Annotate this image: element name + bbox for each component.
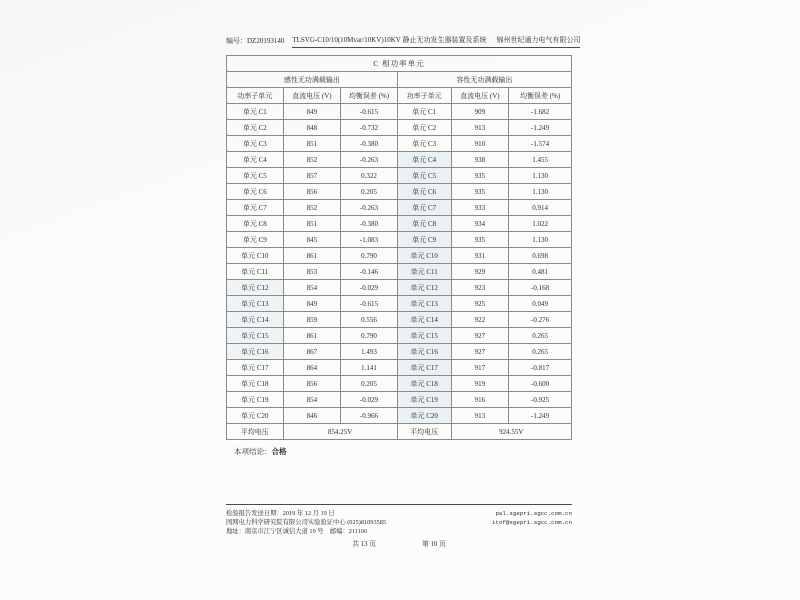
table-row bbox=[227, 408, 572, 424]
error-cell: 0.914 bbox=[509, 200, 572, 216]
unit-name-cell: 单元 C7 bbox=[227, 200, 284, 216]
dc-voltage-cell: 935 bbox=[451, 184, 509, 200]
document-header bbox=[226, 36, 581, 48]
error-cell: 0.205 bbox=[341, 376, 398, 392]
error-cell: 0.790 bbox=[341, 248, 398, 264]
unit-name-cell: 单元 C5 bbox=[227, 168, 284, 184]
unit-name-cell: 单元 C5 bbox=[397, 168, 451, 184]
dc-voltage-cell: 927 bbox=[451, 328, 509, 344]
dc-voltage-cell: 849 bbox=[283, 104, 341, 120]
email-address: itof@sgepri.sgcc.com.cn bbox=[491, 519, 572, 526]
dc-voltage-cell: 852 bbox=[283, 200, 341, 216]
error-cell: -1.083 bbox=[341, 232, 398, 248]
dc-voltage-cell: 848 bbox=[283, 120, 341, 136]
table-row bbox=[227, 216, 572, 232]
dc-voltage-cell: 849 bbox=[283, 296, 341, 312]
error-cell: -0.732 bbox=[341, 120, 398, 136]
unit-name-cell: 单元 C6 bbox=[227, 184, 284, 200]
error-cell: -0.380 bbox=[341, 216, 398, 232]
table-data-rows bbox=[227, 104, 572, 424]
unit-name-cell: 单元 C18 bbox=[227, 376, 284, 392]
dc-voltage-cell: 909 bbox=[451, 104, 509, 120]
dc-voltage-cell: 922 bbox=[451, 312, 509, 328]
error-cell: -0.168 bbox=[509, 280, 572, 296]
unit-name-cell: 单元 C4 bbox=[227, 152, 284, 168]
dc-voltage-cell: 923 bbox=[451, 280, 509, 296]
table-row bbox=[227, 328, 572, 344]
unit-name-cell: 单元 C14 bbox=[397, 312, 451, 328]
table-row bbox=[227, 120, 572, 136]
conclusion-label: 本项结论： bbox=[234, 447, 272, 456]
error-cell: -0.600 bbox=[509, 376, 572, 392]
error-cell: 0.265 bbox=[509, 344, 572, 360]
table-column-header-row bbox=[227, 88, 572, 104]
error-cell: -0.146 bbox=[341, 264, 398, 280]
header-title-block bbox=[292, 36, 580, 48]
error-cell: -0.276 bbox=[509, 312, 572, 328]
error-cell: 0.205 bbox=[341, 184, 398, 200]
error-cell: 0.481 bbox=[509, 264, 572, 280]
footer-right-block bbox=[492, 509, 572, 536]
table-row bbox=[227, 232, 572, 248]
dc-voltage-cell: 929 bbox=[451, 264, 509, 280]
unit-name-cell: 单元 C17 bbox=[227, 360, 284, 376]
right-section-header: 容性无功满载输出 bbox=[397, 72, 571, 88]
avg-label-right: 平均电压 bbox=[397, 424, 451, 440]
error-cell: 1.130 bbox=[509, 184, 572, 200]
document-footer bbox=[226, 504, 572, 549]
table-row bbox=[227, 312, 572, 328]
table-head-rows bbox=[227, 56, 572, 104]
unit-name-cell: 单元 C8 bbox=[397, 216, 451, 232]
dc-voltage-cell: 913 bbox=[451, 120, 509, 136]
col-header-unit: 功率子单元 bbox=[397, 88, 451, 104]
dc-voltage-cell: 938 bbox=[451, 152, 509, 168]
dc-voltage-cell: 867 bbox=[283, 344, 341, 360]
power-unit-table bbox=[226, 55, 572, 440]
unit-name-cell: 单元 C9 bbox=[227, 232, 284, 248]
unit-name-cell: 单元 C6 bbox=[397, 184, 451, 200]
error-cell: -1.574 bbox=[509, 136, 572, 152]
dc-voltage-cell: 933 bbox=[451, 200, 509, 216]
average-row bbox=[227, 424, 572, 440]
error-cell: -0.925 bbox=[509, 392, 572, 408]
col-header-error: 均衡误差 (%) bbox=[509, 88, 572, 104]
table-row bbox=[227, 104, 572, 120]
dc-voltage-cell: 851 bbox=[283, 136, 341, 152]
conclusion-line bbox=[234, 446, 572, 457]
error-cell: -0.966 bbox=[341, 408, 398, 424]
unit-name-cell: 单元 C15 bbox=[397, 328, 451, 344]
unit-name-cell: 单元 C20 bbox=[227, 408, 284, 424]
document-body bbox=[226, 36, 581, 457]
dc-voltage-cell: 856 bbox=[283, 376, 341, 392]
dc-voltage-cell: 910 bbox=[451, 136, 509, 152]
error-cell: 0.265 bbox=[509, 328, 572, 344]
conclusion-value: 合格 bbox=[271, 447, 287, 456]
unit-name-cell: 单元 C4 bbox=[397, 152, 451, 168]
col-header-error: 均衡误差 (%) bbox=[341, 88, 398, 104]
unit-name-cell: 单元 C16 bbox=[227, 344, 284, 360]
unit-name-cell: 单元 C7 bbox=[397, 200, 451, 216]
dc-voltage-cell: 916 bbox=[451, 392, 509, 408]
dc-voltage-cell: 861 bbox=[283, 328, 341, 344]
dc-voltage-cell: 854 bbox=[283, 280, 341, 296]
unit-name-cell: 单元 C15 bbox=[227, 328, 284, 344]
unit-name-cell: 单元 C3 bbox=[397, 136, 451, 152]
unit-name-cell: 单元 C13 bbox=[397, 296, 451, 312]
dc-voltage-cell: 859 bbox=[283, 312, 341, 328]
error-cell: -0.615 bbox=[341, 104, 398, 120]
dc-voltage-cell: 935 bbox=[451, 232, 509, 248]
error-cell: 1.141 bbox=[341, 360, 398, 376]
unit-name-cell: 单元 C19 bbox=[397, 392, 451, 408]
unit-name-cell: 单元 C10 bbox=[227, 248, 284, 264]
error-cell: 0.049 bbox=[509, 296, 572, 312]
table-row bbox=[227, 280, 572, 296]
error-cell: 0.322 bbox=[341, 168, 398, 184]
avg-value-left: 854.25V bbox=[283, 424, 397, 440]
avg-label-left: 平均电压 bbox=[227, 424, 284, 440]
error-cell: -0.263 bbox=[341, 152, 398, 168]
table-row bbox=[227, 184, 572, 200]
unit-name-cell: 单元 C3 bbox=[227, 136, 284, 152]
dc-voltage-cell: 861 bbox=[283, 248, 341, 264]
table-row bbox=[227, 264, 572, 280]
unit-name-cell: 单元 C1 bbox=[227, 104, 284, 120]
unit-name-cell: 单元 C11 bbox=[397, 264, 451, 280]
col-header-voltage: 直流电压 (V) bbox=[283, 88, 341, 104]
dc-voltage-cell: 857 bbox=[283, 168, 341, 184]
page-numbers bbox=[226, 540, 572, 549]
dc-voltage-cell: 853 bbox=[283, 264, 341, 280]
unit-name-cell: 单元 C11 bbox=[227, 264, 284, 280]
avg-value-right: 924.55V bbox=[451, 424, 571, 440]
dc-voltage-cell: 919 bbox=[451, 376, 509, 392]
footer-left-block bbox=[226, 509, 386, 536]
unit-name-cell: 单元 C10 bbox=[397, 248, 451, 264]
table-row bbox=[227, 168, 572, 184]
unit-name-cell: 单元 C14 bbox=[227, 312, 284, 328]
dc-voltage-cell: 925 bbox=[451, 296, 509, 312]
unit-name-cell: 单元 C17 bbox=[397, 360, 451, 376]
error-cell: -1.249 bbox=[509, 408, 572, 424]
error-cell: 1.130 bbox=[509, 168, 572, 184]
testing-organization: 国网电力科学研究院有限公司实验验证中心 (025)81093585 bbox=[226, 519, 387, 526]
pages-total: 共 13 页 bbox=[352, 541, 376, 548]
dc-voltage-cell: 851 bbox=[283, 216, 341, 232]
dc-voltage-cell: 934 bbox=[451, 216, 509, 232]
dc-voltage-cell: 935 bbox=[451, 168, 509, 184]
table-row bbox=[227, 360, 572, 376]
unit-name-cell: 单元 C8 bbox=[227, 216, 284, 232]
unit-name-cell: 单元 C9 bbox=[397, 232, 451, 248]
error-cell: 1.455 bbox=[509, 152, 572, 168]
col-header-unit: 功率子单元 bbox=[227, 88, 284, 104]
error-cell: 1.022 bbox=[509, 216, 572, 232]
error-cell: -0.263 bbox=[341, 200, 398, 216]
error-cell: 1.130 bbox=[509, 232, 572, 248]
error-cell: -0.029 bbox=[341, 392, 398, 408]
unit-name-cell: 单元 C16 bbox=[397, 344, 451, 360]
dc-voltage-cell: 927 bbox=[451, 344, 509, 360]
error-cell: 0.790 bbox=[341, 328, 398, 344]
table-title: C 相功率单元 bbox=[227, 56, 572, 72]
error-cell: -1.682 bbox=[509, 104, 572, 120]
error-cell: 0.698 bbox=[509, 248, 572, 264]
address-line: 地址：南京市江宁区诚信大道 19 号 邮编：211106 bbox=[226, 528, 368, 535]
dc-voltage-cell: 846 bbox=[283, 408, 341, 424]
error-cell: -0.615 bbox=[341, 296, 398, 312]
doc-number: 编号：DZ20193140 bbox=[226, 37, 285, 45]
unit-name-cell: 单元 C12 bbox=[227, 280, 284, 296]
col-header-voltage: 直流电压 (V) bbox=[451, 88, 509, 104]
unit-name-cell: 单元 C2 bbox=[227, 120, 284, 136]
table-row bbox=[227, 152, 572, 168]
dc-voltage-cell: 845 bbox=[283, 232, 341, 248]
error-cell: -0.817 bbox=[509, 360, 572, 376]
error-cell: -1.249 bbox=[509, 120, 572, 136]
dc-voltage-cell: 852 bbox=[283, 152, 341, 168]
table-average-rows bbox=[227, 424, 572, 440]
footer-columns bbox=[226, 509, 572, 536]
dc-voltage-cell: 856 bbox=[283, 184, 341, 200]
dc-voltage-cell: 854 bbox=[283, 392, 341, 408]
unit-name-cell: 单元 C18 bbox=[397, 376, 451, 392]
report-issue-date: 检验报告发送日期：2019 年 12 月 19 日 bbox=[226, 510, 335, 517]
doc-title: TLSVG-C10/10(10Mvar/10KV)10KV 静止无功发生器装置及系统 bbox=[292, 36, 487, 44]
pages-current: 第 10 页 bbox=[422, 541, 446, 548]
error-cell: 0.556 bbox=[341, 312, 398, 328]
unit-name-cell: 单元 C2 bbox=[397, 120, 451, 136]
table-row bbox=[227, 344, 572, 360]
unit-name-cell: 单元 C20 bbox=[397, 408, 451, 424]
table-row bbox=[227, 136, 572, 152]
unit-name-cell: 单元 C12 bbox=[397, 280, 451, 296]
dc-voltage-cell: 913 bbox=[451, 408, 509, 424]
unit-name-cell: 单元 C19 bbox=[227, 392, 284, 408]
table-title-row bbox=[227, 56, 572, 72]
error-cell: -0.029 bbox=[341, 280, 398, 296]
dc-voltage-cell: 864 bbox=[283, 360, 341, 376]
company-name: 锦州世纪通力电气有限公司 bbox=[496, 36, 581, 44]
unit-name-cell: 单元 C13 bbox=[227, 296, 284, 312]
table-row bbox=[227, 376, 572, 392]
dc-voltage-cell: 931 bbox=[451, 248, 509, 264]
table-row bbox=[227, 296, 572, 312]
left-section-header: 感性无功满载输出 bbox=[227, 72, 398, 88]
table-section-row bbox=[227, 72, 572, 88]
error-cell: 1.493 bbox=[341, 344, 398, 360]
table-row bbox=[227, 248, 572, 264]
table-row bbox=[227, 392, 572, 408]
error-cell: -0.380 bbox=[341, 136, 398, 152]
website-url: pal.sgepri.sgcc.com.cn bbox=[495, 510, 572, 517]
unit-name-cell: 单元 C1 bbox=[397, 104, 451, 120]
table-row bbox=[227, 200, 572, 216]
dc-voltage-cell: 917 bbox=[451, 360, 509, 376]
